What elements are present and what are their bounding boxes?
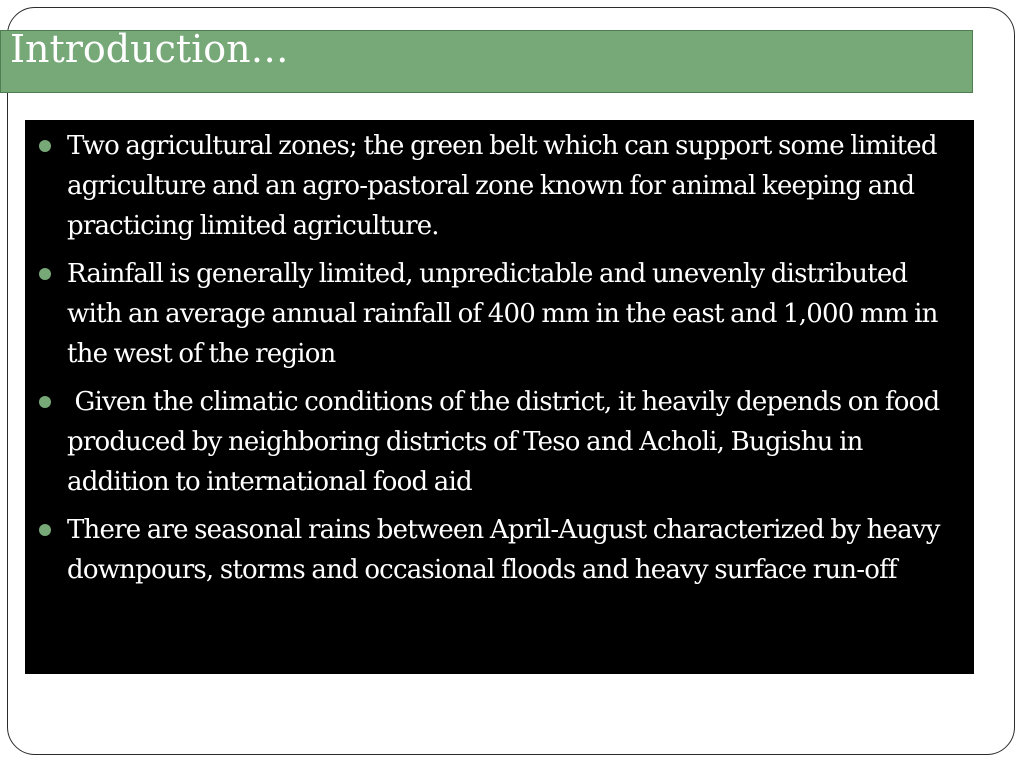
bullet-item xyxy=(25,126,974,246)
bullet-item xyxy=(25,510,974,590)
bullet-text: Two agricultural zones; the green belt which can support some limited agriculture and an agro-pastoral zone known for animal keeping and practicing limited agriculture. xyxy=(67,131,937,241)
bullet-marker-icon xyxy=(39,524,51,536)
bullet-text: Rainfall is generally limited, unpredictable and unevenly distributed with an average annual rainfall of 400 mm in the east and 1,000 mm in the west of the region xyxy=(67,259,938,369)
slide-title: Introduction… xyxy=(10,27,289,71)
bullet-marker-icon xyxy=(39,140,51,152)
bullet-marker-icon xyxy=(39,396,51,408)
content-box xyxy=(25,120,974,674)
bullet-text: There are seasonal rains between April-August characterized by heavy downpours, storms and occasional floods and heavy surface run-off xyxy=(67,515,940,585)
bullet-list xyxy=(25,126,974,598)
bullet-marker-icon xyxy=(39,268,51,280)
bullet-item xyxy=(25,382,974,502)
bullet-text: Given the climatic conditions of the district, it heavily depends on food produced by neighboring districts of Teso and Acholi, Bugishu in addition to international food aid xyxy=(67,387,946,497)
bullet-item xyxy=(25,254,974,374)
